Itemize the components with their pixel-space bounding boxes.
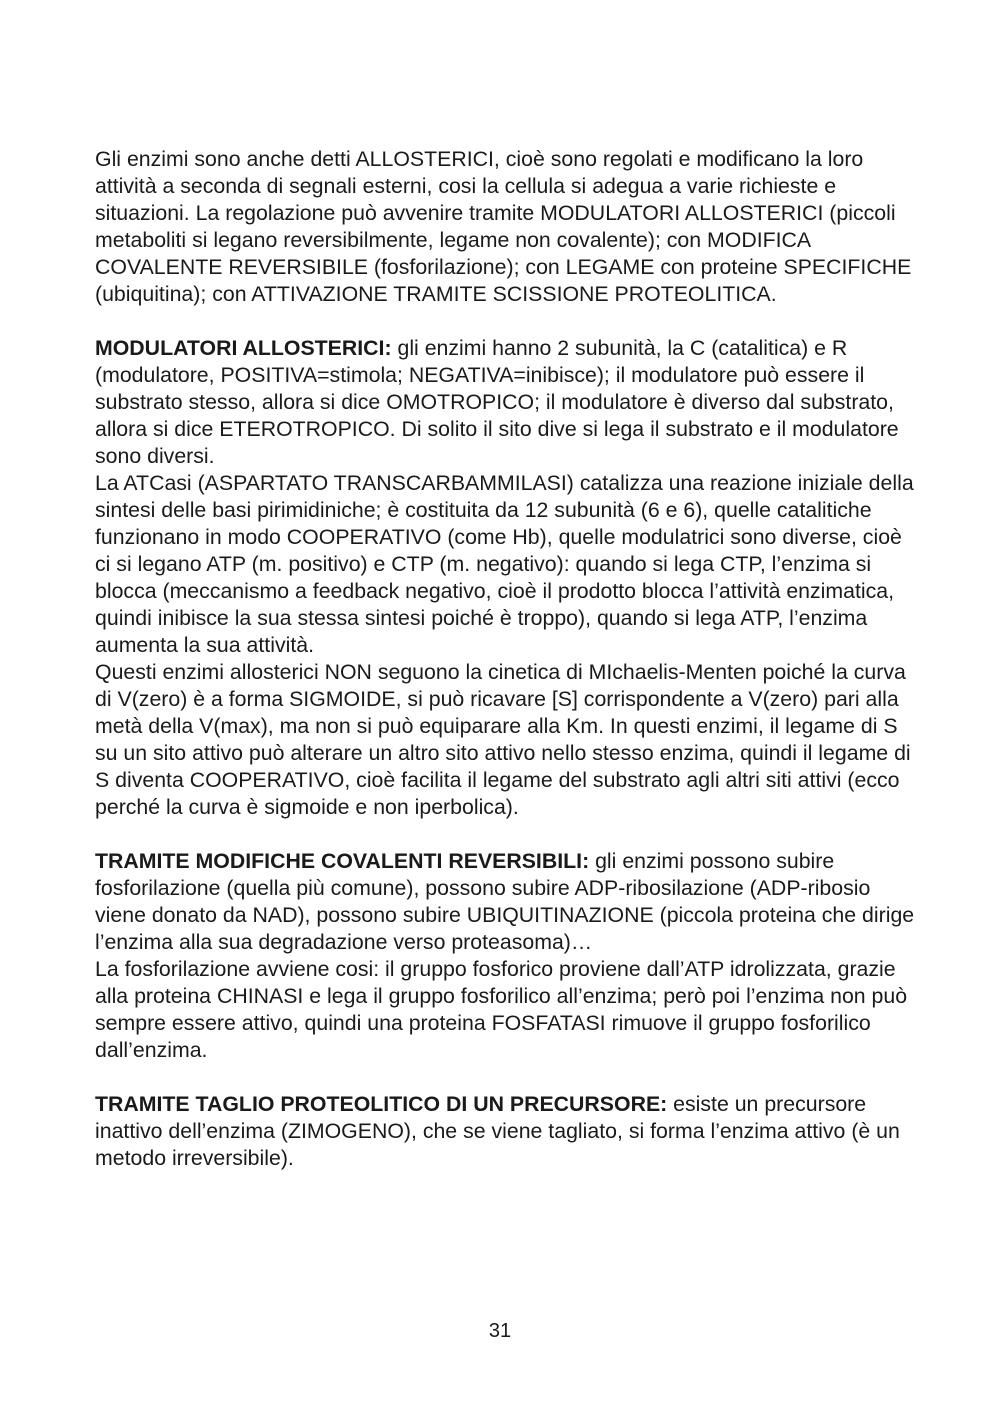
modulatori-paragraph (95, 335, 915, 470)
covalenti-paragraph (95, 848, 915, 956)
document-body (95, 146, 915, 1172)
intro-paragraph: Gli enzimi sono anche detti ALLOSTERICI, cioè sono regolati e modificano la loro attività a seconda di segnali esterni, cosi la cellula si adegua a varie richieste e situazioni. La regolazione può avvenire tramite MODULATORI ALLOSTERICI (piccoli metaboliti si legano reversibilmente, legame non covalente); con MODIFICA COVALENTE REVERSIBILE (fosforilazione); con LEGAME con proteine SPECIFICHE (ubiquitina); con ATTIVAZIONE TRAMITE SCISSIONE PROTEOLITICA. (95, 147, 912, 306)
fosforilazione-paragraph: La fosforilazione avviene cosi: il gruppo fosforico proviene dall’ATP idrolizzata, grazie alla proteina CHINASI e lega il gruppo fosforilico all’enzima; però poi l’enzima non può sempre essere attivo, quindi una proteina FOSFATASI rimuove il gruppo fosforilico dall’enzima. (95, 957, 908, 1062)
spacer (95, 1064, 915, 1091)
proteolitico-heading: TRAMITE TAGLIO PROTEOLITICO DI UN PRECURSORE: (95, 1092, 668, 1116)
covalenti-text: gli enzimi possono subire fosforilazione (quella più comune), possono subire ADP-ribosilazione (ADP-ribosio viene donato da NAD), possono subire UBIQUITINAZIONE (piccola proteina che dirige l’enzima alla sua degradazione verso proteasoma)… (95, 849, 915, 954)
cinetica-paragraph: Questi enzimi allosterici NON seguono la cinetica di MIchaelis-Menten poiché la curva di V(zero) è a forma SIGMOIDE, si può ricavare [S] corrispondente a V(zero) pari alla metà della V(max), ma non si può equiparare alla Km. In questi enzimi, il legame di S su un sito attivo può alterare un altro sito attivo nello stesso enzima, quindi il legame di S diventa COOPERATIVO, cioè facilita il legame del substrato agli altri siti attivi (ecco perché la curva è sigmoide e non iperbolica). (95, 660, 911, 819)
modulatori-heading: MODULATORI ALLOSTERICI: (95, 336, 392, 360)
proteolitico-text: esiste un precursore inattivo dell’enzima (ZIMOGENO), che se viene tagliato, si forma l’enzima attivo (è un metodo irreversibile). (95, 1092, 900, 1170)
proteolitico-paragraph (95, 1091, 915, 1172)
atcasi-paragraph: La ATCasi (ASPARTATO TRANSCARBAMMILASI) catalizza una reazione iniziale della sintesi delle basi pirimidiniche; è costituita da 12 subunità (6 e 6), quelle catalitiche funzionano in modo COOPERATIVO (come Hb), quelle modulatrici sono diverse, cioè ci si legano ATP (m. positivo) e CTP (m. negativo): quando si lega CTP, l’enzima si blocca (meccanismo a feedback negativo, cioè il prodotto blocca l’attività enzimatica, quindi inibisce la sua stessa sintesi poiché è troppo), quando si lega ATP, l’enzima aumenta la sua attività. (95, 471, 914, 657)
page-number: 31 (488, 1320, 512, 1342)
spacer (95, 821, 915, 848)
covalenti-heading: TRAMITE MODIFICHE COVALENTI REVERSIBILI: (95, 849, 590, 873)
spacer (95, 308, 915, 335)
modulatori-text: gli enzimi hanno 2 subunità, la C (catalitica) e R (modulatore, POSITIVA=stimola; NEGATIVA=inibisce); il modulatore può essere il substrato stesso, allora si dice OMOTROPICO; il modulatore è diverso dal substrato, allora si dice ETEROTROPICO. Di solito il sito dive si lega il substrato e il modulatore sono diversi. (95, 336, 899, 468)
